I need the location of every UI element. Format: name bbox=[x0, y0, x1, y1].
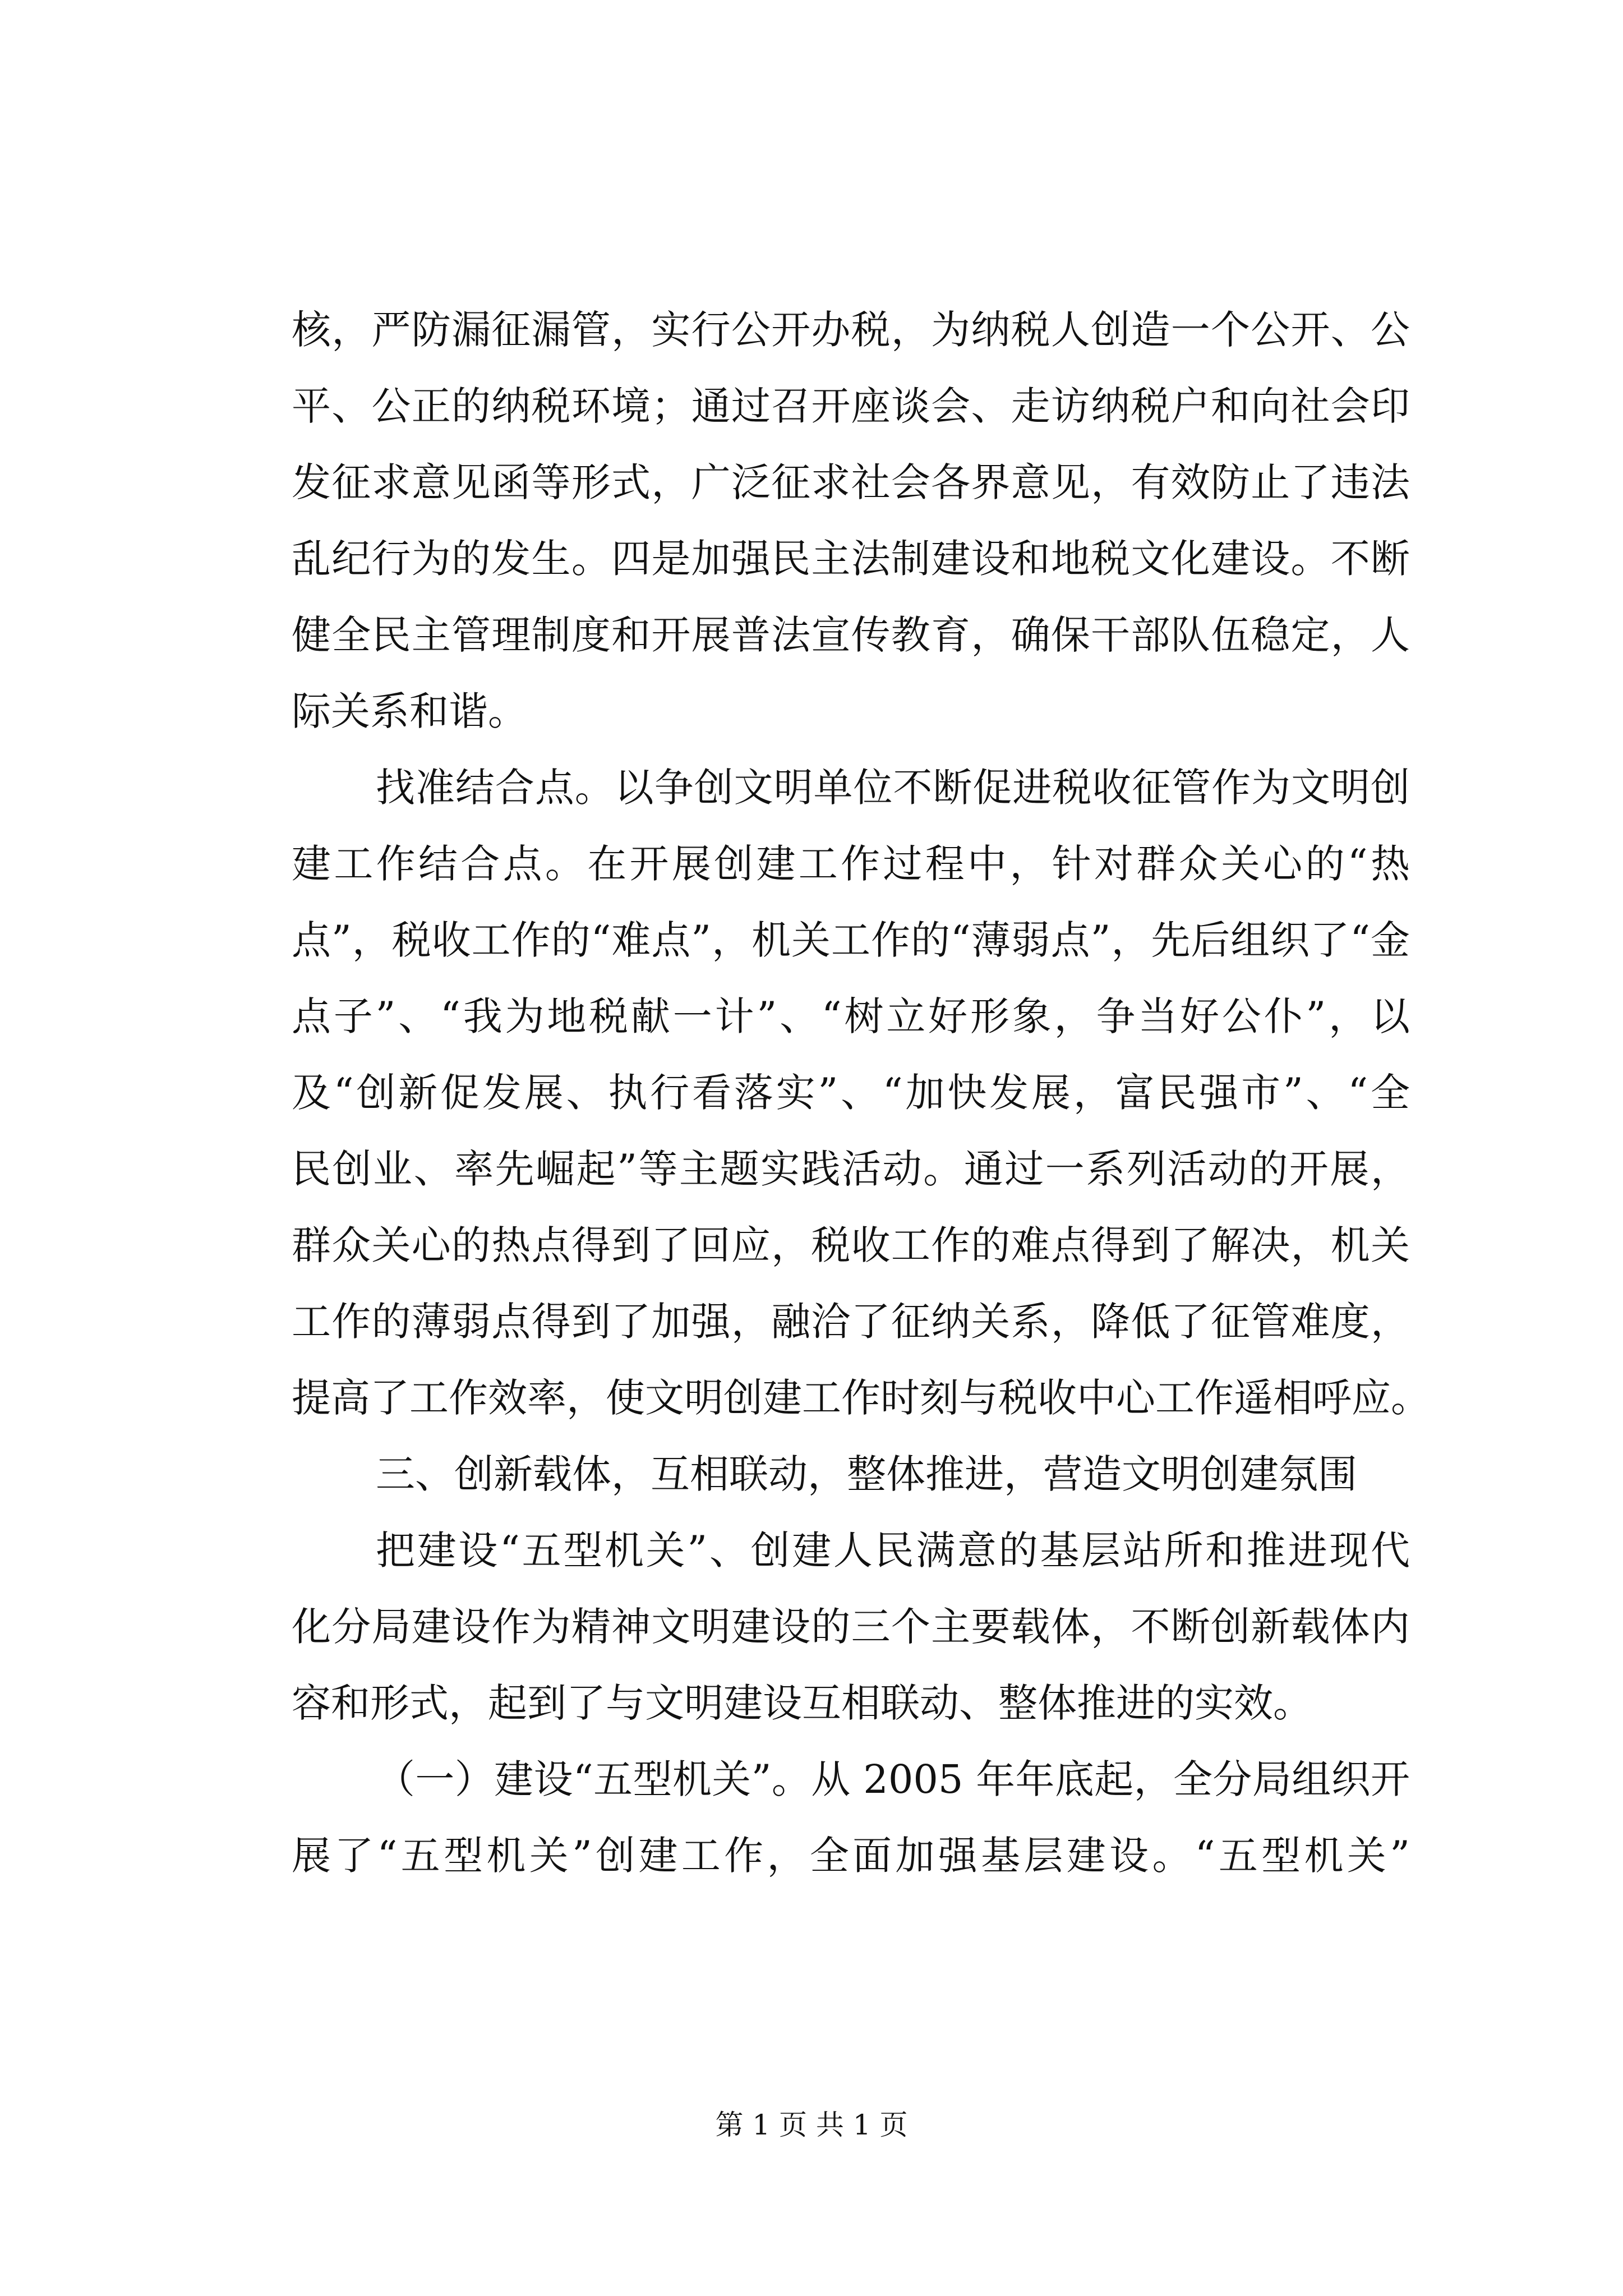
text-line-4: 乱纪行为的发生。四是加强民主法制建设和地税文化建设。不断 bbox=[292, 536, 1410, 582]
text-line-8: 建工作结合点。在开展创建工作过程中，针对群众关心的“热 bbox=[292, 841, 1410, 887]
text-line-15: 提高了工作效率，使文明创建工作时刻与税收中心工作遥相呼应。 bbox=[292, 1375, 1430, 1421]
text-line-9: 点”，税收工作的“难点”，机关工作的“薄弱点”，先后组织了“金 bbox=[292, 917, 1410, 963]
text-line-12: 民创业、率先崛起”等主题实践活动。通过一系列活动的开展， bbox=[292, 1146, 1410, 1192]
text-line-14: 工作的薄弱点得到了加强，融洽了征纳关系，降低了征管难度， bbox=[292, 1299, 1410, 1345]
text-line-1: 核，严防漏征漏管，实行公开办税，为纳税人创造一个公开、公 bbox=[292, 307, 1410, 353]
text-line-3: 发征求意见函等形式，广泛征求社会各界意见，有效防止了违法 bbox=[292, 459, 1410, 505]
text-line-20: （一）建设“五型机关”。从 2005 年年底起，全分局组织开 bbox=[376, 1756, 1410, 1802]
text-line-6: 际关系和谐。 bbox=[292, 688, 527, 734]
document-body bbox=[292, 292, 1430, 1894]
text-line-11: 及“创新促发展、执行看落实”、“加快发展，富民强市”、“全 bbox=[292, 1070, 1410, 1116]
page-footer: 第 1 页 共 1 页 bbox=[715, 2109, 908, 2141]
text-line-19: 容和形式，起到了与文明建设互相联动、整体推进的实效。 bbox=[292, 1680, 1312, 1726]
text-line-7: 找准结合点。以争创文明单位不断促进税收征管作为文明创 bbox=[376, 765, 1410, 811]
text-line-13: 群众关心的热点得到了回应，税收工作的难点得到了解决，机关 bbox=[292, 1222, 1410, 1268]
text-line-10: 点子”、“我为地税献一计”、“树立好形象，争当好公仆”，以 bbox=[292, 993, 1410, 1039]
text-line-5: 健全民主管理制度和开展普法宣传教育，确保干部队伍稳定，人 bbox=[292, 612, 1410, 658]
section-heading: 三、创新载体，互相联动，整体推进，营造文明创建氛围 bbox=[376, 1451, 1357, 1497]
text-line-17: 把建设“五型机关”、创建人民满意的基层站所和推进现代 bbox=[376, 1527, 1410, 1573]
text-line-2: 平、公正的纳税环境；通过召开座谈会、走访纳税户和向社会印 bbox=[292, 383, 1410, 429]
text-line-18: 化分局建设作为精神文明建设的三个主要载体，不断创新载体内 bbox=[292, 1604, 1410, 1650]
text-line-21: 展了“五型机关”创建工作，全面加强基层建设。“五型机关” bbox=[292, 1833, 1410, 1879]
